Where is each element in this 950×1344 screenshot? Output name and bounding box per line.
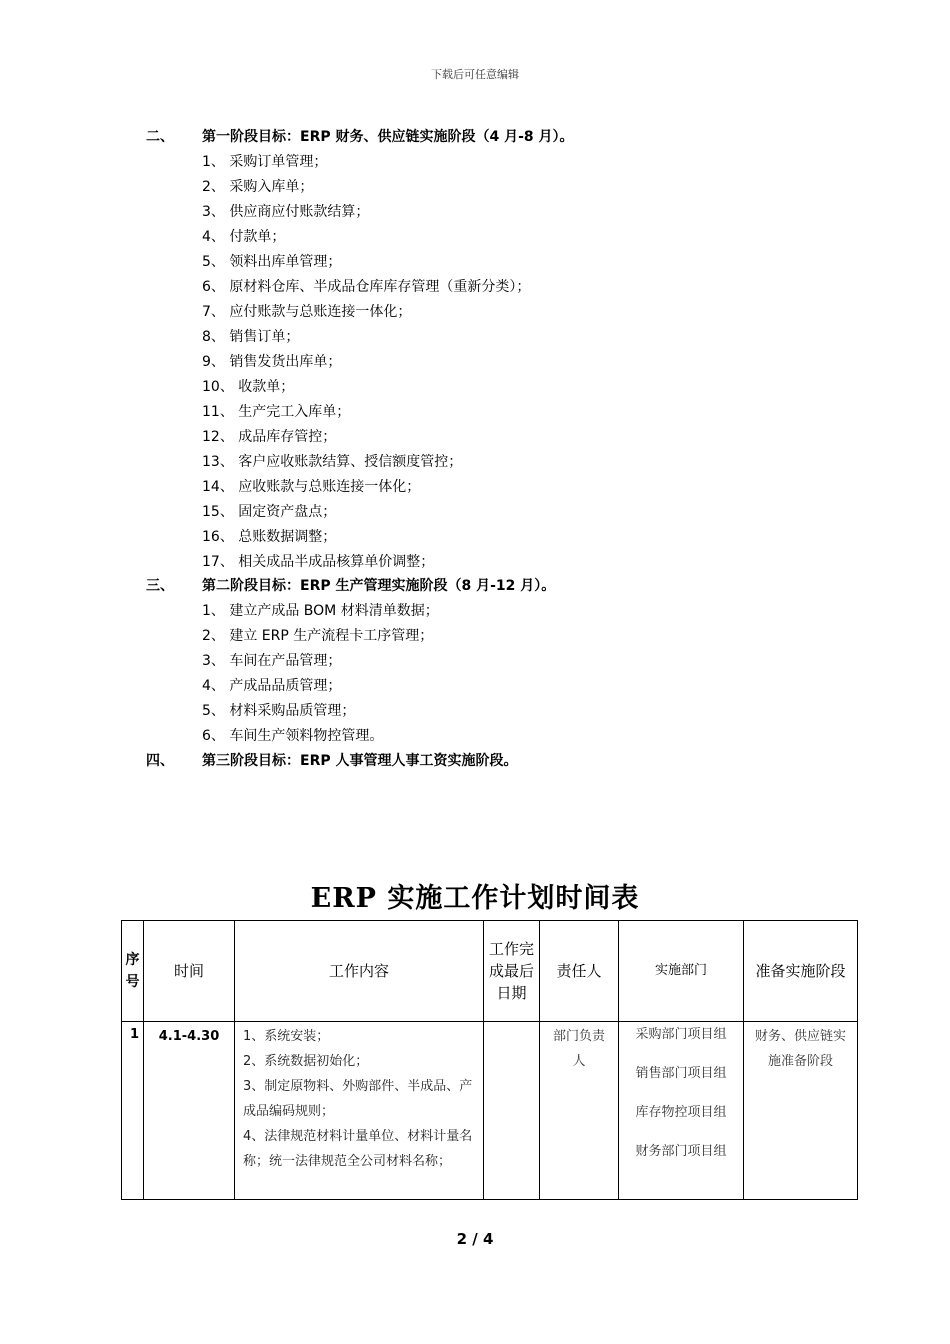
list-item: 5、 领料出库单管理； <box>202 254 342 270</box>
page-number: 2 / 4 <box>456 1230 494 1248</box>
dept-line: 采购部门项目组 <box>635 1027 727 1042</box>
dept-line: 库存物控项目组 <box>635 1105 727 1120</box>
list-item: 14、 应收账款与总账连接一体化； <box>202 479 421 495</box>
list-item: 5、 材料采购品质管理； <box>202 703 356 719</box>
table-title: ERP 实施工作计划时间表 <box>310 883 640 914</box>
cell-stage: 财务、供应链实施准备阶段 <box>744 1022 858 1200</box>
list-item: 6、 车间生产领料物控管理。 <box>202 728 384 744</box>
list-item: 1、 建立产成品 BOM 材料清单数据； <box>202 603 439 619</box>
list-item: 2、 采购入库单； <box>202 179 314 195</box>
header-person: 责任人 <box>540 921 619 1022</box>
plan-table <box>121 920 858 1200</box>
list-item: 12、 成品库存管控； <box>202 429 337 445</box>
section-number: 二、 <box>146 129 174 145</box>
list-item: 4、 付款单； <box>202 229 286 245</box>
list-item: 4、 产成品品质管理； <box>202 678 342 694</box>
list-item: 6、 原材料仓库、半成品仓库库存管理（重新分类）； <box>202 279 531 295</box>
header-time: 时间 <box>144 921 235 1022</box>
dept-line: 财务部门项目组 <box>635 1144 727 1159</box>
header-note: 下载后可任意编辑 <box>431 68 519 81</box>
list-item: 7、 应付账款与总账连接一体化； <box>202 304 412 320</box>
header-seq: 序号 <box>122 921 144 1022</box>
section-title: 第三阶段目标：ERP 人事管理人事工资实施阶段。 <box>202 753 518 769</box>
content-line: 2、系统数据初始化； <box>243 1054 369 1069</box>
cell-deadline <box>484 1022 540 1200</box>
cell-content <box>235 1022 484 1200</box>
list-item: 8、 销售订单； <box>202 329 300 345</box>
list-item: 11、 生产完工入库单； <box>202 404 351 420</box>
list-item: 17、 相关成品半成品核算单价调整； <box>202 554 435 570</box>
section-number: 三、 <box>146 578 174 594</box>
section-heading-stage3 <box>146 750 517 770</box>
dept-line: 销售部门项目组 <box>635 1066 727 1081</box>
section-title: 第一阶段目标：ERP 财务、供应链实施阶段（4 月-8 月）。 <box>202 129 574 145</box>
table-header-row <box>122 921 858 1022</box>
list-item: 10、 收款单； <box>202 379 295 395</box>
list-item: 3、 供应商应付账款结算； <box>202 204 370 220</box>
list-item: 1、 采购订单管理； <box>202 154 328 170</box>
list-item: 9、 销售发货出库单； <box>202 354 342 370</box>
cell-dept <box>619 1022 744 1200</box>
header-dept: 实施部门 <box>619 921 744 1022</box>
section-number: 四、 <box>146 753 174 769</box>
section-title: 第二阶段目标：ERP 生产管理实施阶段（8 月-12 月）。 <box>202 578 556 594</box>
list-item: 2、 建立 ERP 生产流程卡工序管理； <box>202 628 434 644</box>
list-item: 15、 固定资产盘点； <box>202 504 337 520</box>
content-line: 3、制定原物料、外购部件、半成品、产成品编码规则； <box>243 1079 473 1119</box>
cell-person: 部门负责人 <box>540 1022 619 1200</box>
header-content: 工作内容 <box>235 921 484 1022</box>
section-heading-stage2 <box>146 575 555 595</box>
header-deadline: 工作完成最后日期 <box>484 921 540 1022</box>
content-line: 4、法律规范材料计量单位、材料计量名称；统一法律规范全公司材料名称； <box>243 1129 473 1169</box>
table-row <box>122 1022 858 1200</box>
list-item: 13、 客户应收账款结算、授信额度管控； <box>202 454 463 470</box>
header-stage: 准备实施阶段 <box>744 921 858 1022</box>
section-heading-stage1 <box>146 126 574 146</box>
list-item: 3、 车间在产品管理； <box>202 653 342 669</box>
cell-time: 4.1-4.30 <box>144 1022 235 1200</box>
cell-seq: 1 <box>122 1022 144 1200</box>
content-line: 1、系统安装； <box>243 1029 330 1044</box>
list-item: 16、 总账数据调整； <box>202 529 337 545</box>
